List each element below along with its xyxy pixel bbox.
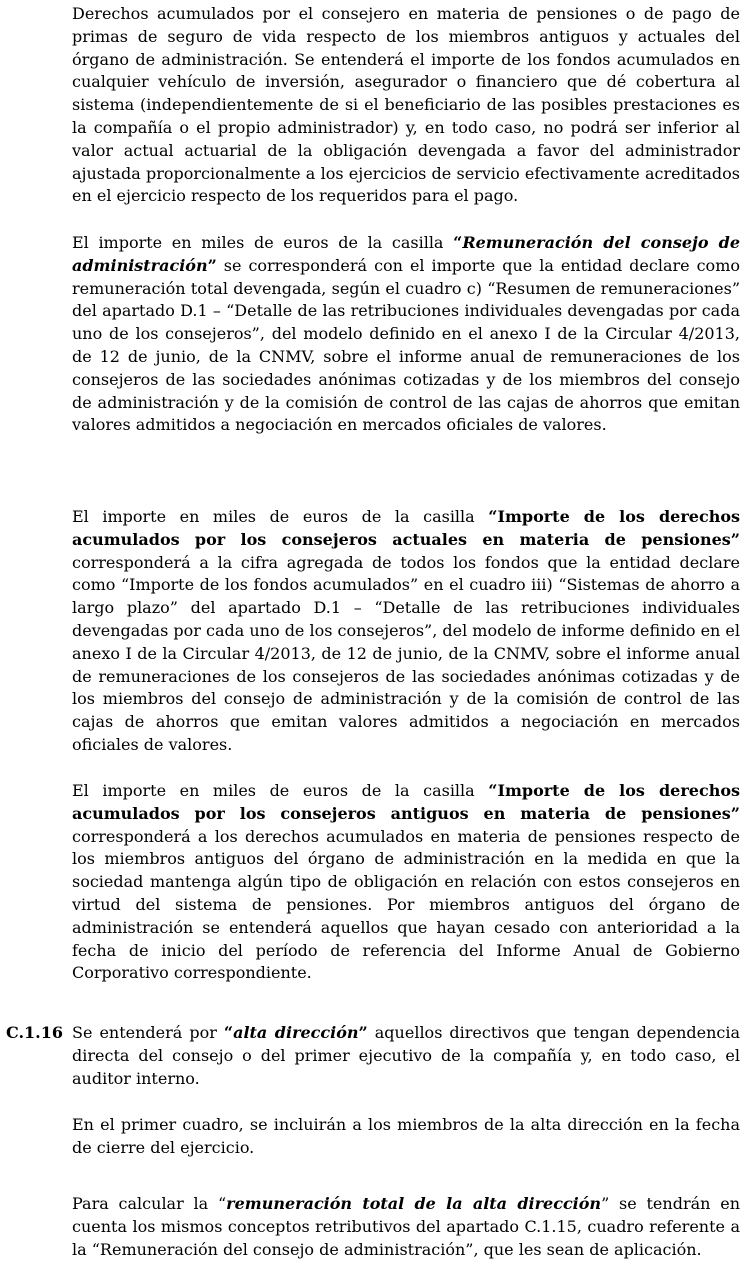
text-run: Para calcular la “ [72,1194,227,1213]
text-run: Se entenderá el importe de los fondos acumulados en cualquier vehículo de inversión, asegurador o financiero que dé cobertura al sistema (independientemente de si el beneficiario de las posibles prestaciones es la compañía o el propio administrador) y, en todo caso, no podrá ser inferior al valor actual actuarial de la obligación devengada a favor del administrador ajustada proporcionalmente a los ejercicios de servicio efectivamente acreditados en el ejercicio respecto de los requeridos para el pago. [72,49,740,206]
text-run: aquellos directivos que tengan dependencia directa del consejo o del primer ejecutivo de la compañía y, en todo caso, el auditor interno. [72,1023,741,1088]
paragraph-pension-rights-definition [72,3,740,208]
paragraph-text [72,780,740,985]
text-run: El importe en miles de euros de la casilla [72,507,489,526]
section-number: C.1.16 [6,1023,63,1042]
paragraph-total-remuneration [72,1193,740,1261]
paragraph-text [72,3,740,208]
emphasized-text: “Importe de los derechos acumulados por los consejeros antiguos en materia de pensiones” [72,781,741,823]
emphasized-text: “ [453,233,463,252]
emphasized-text: ” [358,1023,368,1042]
text-run: En el primer cuadro, se incluirán a los miembros de la alta dirección en la fecha de cierre del ejercicio. [72,1115,740,1157]
emphasized-text: ” [207,255,217,275]
paragraph-senior-management-definition [72,1022,740,1090]
paragraph-board-remuneration [72,232,740,437]
paragraph-current-directors-pensions [72,506,740,757]
paragraph-text [72,1114,740,1160]
emphasized-text: remuneración total de la alta dirección [226,1194,602,1213]
paragraph-text [72,1193,740,1261]
emphasized-text: “Importe de los derechos acumulados por los consejeros actuales en materia de pensiones” [72,507,741,549]
emphasized-text: alta dirección [233,1023,359,1042]
paragraph-former-directors-pensions [72,780,740,985]
text-run: se corresponderá con el importe que la entidad declare como remuneración total devengada, según el cuadro c) “Resumen de remuneraciones” del apartado D.1 – “Detalle de las retribuciones individuales devengadas por cada uno de los consejeros”, del modelo definido en el anexo I de la Circular 4/2013, de 12 de junio, de la CNMV, sobre el informe anual de remuneraciones de los consejeros de las sociedades anónimas cotizadas y de los miembros del consejo de administración y de la comisión de control de las cajas de ahorros que emitan valores admitidos a negociación en mercados oficiales de valores. [72,255,740,435]
text-run: El importe en miles de euros de la casilla [72,781,489,800]
paragraph-first-table [72,1114,740,1160]
text-run: corresponderá a la cifra agregada de todos los fondos que la entidad declare como “Importe de los fondos acumulados” en el cuadro iii) “Sistemas de ahorro a largo plazo” del apartado D.1 – “Detalle de las retribuciones individuales devengadas por cada uno de los consejeros”, del modelo de informe definido en el anexo I de la Circular 4/2013, de 12 de junio, de la CNMV, sobre el informe anual de remuneraciones de los consejeros de las sociedades anónimas cotizadas y de los miembros del consejo de administración y de la comisión de control de las cajas de ahorros que emitan valores admitidos a negociación en mercados oficiales de valores. [72,552,741,754]
text-run: Derechos acumulados por el consejero en materia de pensiones o de pago de primas de seguro de vida respecto de los miembros antiguos y actuales del órgano de administración. [72,4,740,69]
text-run: El importe en miles de euros de la casilla [72,233,454,252]
text-run: corresponderá a los derechos acumulados en materia de pensiones respecto de los miembros antiguos del órgano de administración en la medida en que la sociedad mantenga algún tipo de obligación en relación con estos consejeros en virtud del sistema de pensiones. Por miembros antiguos del órgano de administración se entenderá aquellos que hayan cesado con anterioridad a la fecha de inicio del período de referencia del Informe Anual de Gobierno Corporativo correspondiente. [72,826,740,983]
text-run: Se entenderá por [72,1023,224,1042]
text-run: ” se tendrán en cuenta los mismos conceptos retributivos del apartado C.1.15, cuadro referente a la “Remuneración del consejo de administración”, que les sean de aplicación. [72,1194,741,1259]
paragraph-text [72,506,740,757]
paragraph-text [72,232,740,437]
emphasized-text: Remuneración del consejo de administración [72,233,740,275]
paragraph-text [72,1022,740,1090]
emphasized-text: “ [223,1023,234,1042]
